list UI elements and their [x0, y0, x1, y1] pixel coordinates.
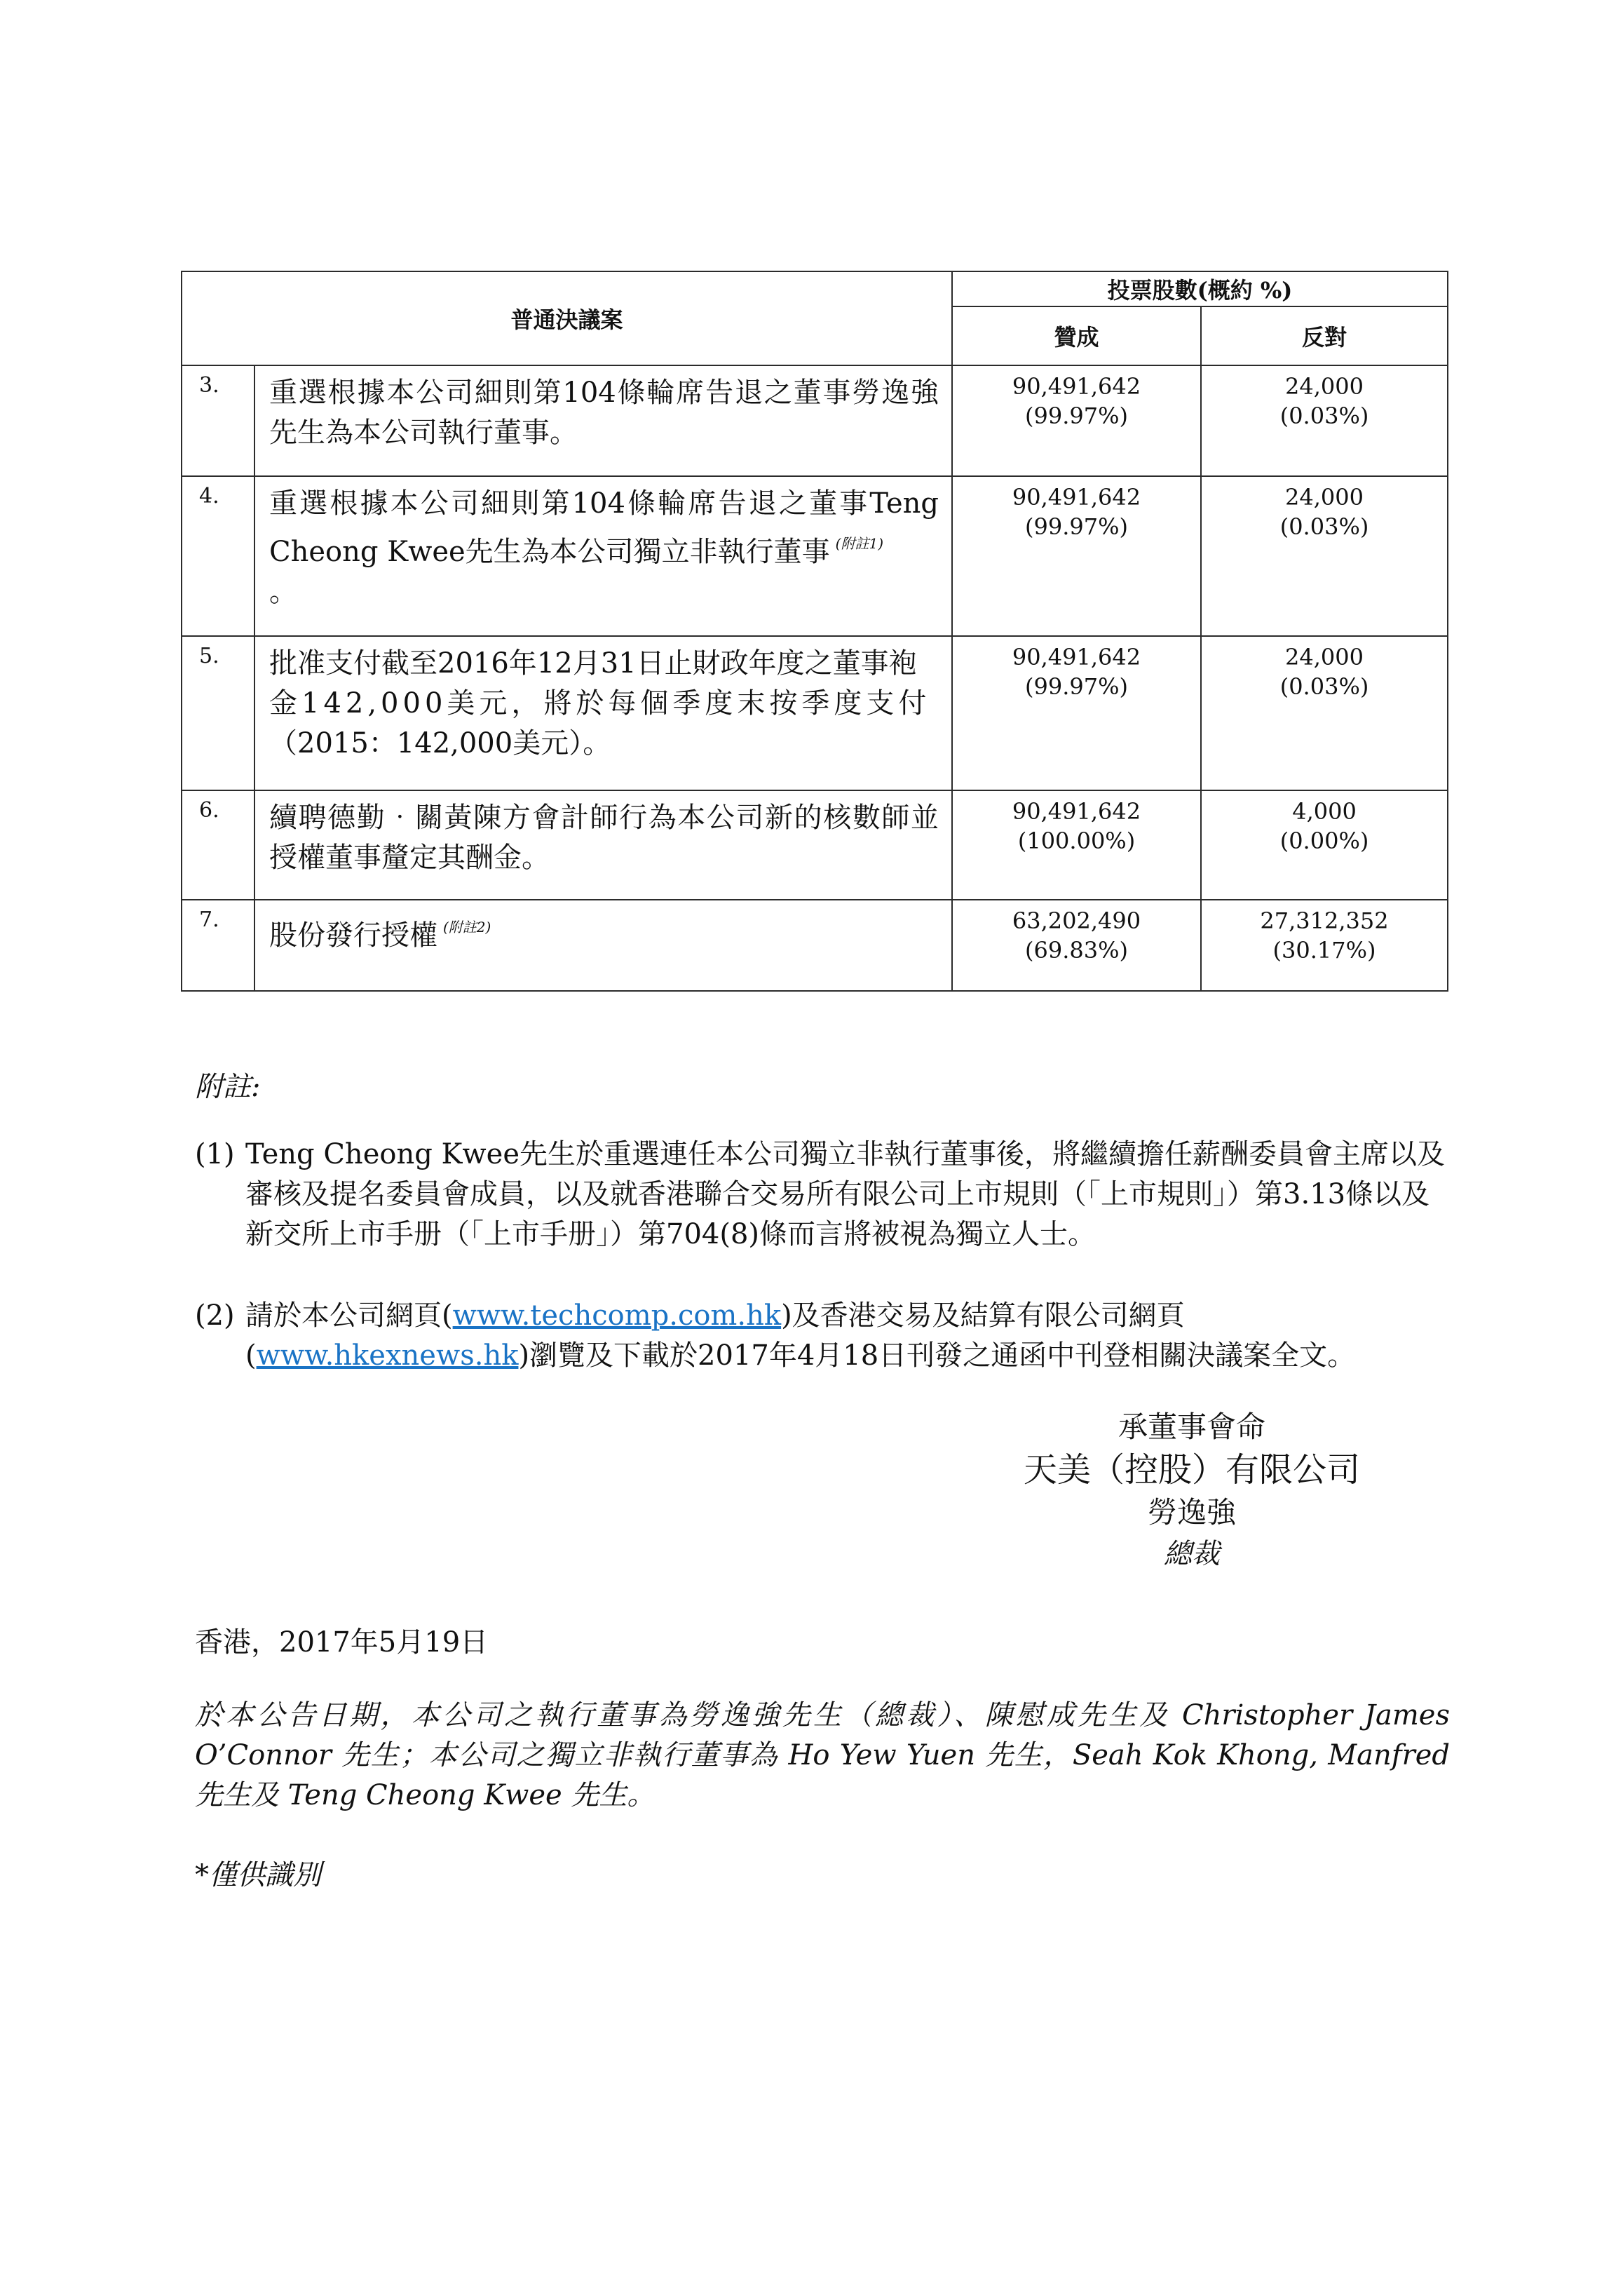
- signature-by-order: 承董事會命: [1118, 1410, 1265, 1444]
- note-2-part: )及香港交易及結算有限公司網頁(: [245, 1299, 1185, 1372]
- resolution-number: 7.: [182, 900, 254, 991]
- company-name: 天美（控股）有限公司: [1023, 1450, 1360, 1490]
- resolution-text-line: 金142,000美元，將於每個季度末按季度支付: [269, 687, 931, 720]
- header-against: 反對: [1201, 306, 1448, 365]
- note-reference: (附註2): [443, 919, 491, 936]
- table-row: [182, 790, 1448, 900]
- against-cell: [1201, 636, 1448, 790]
- techcomp-website-link[interactable]: www.techcomp.com.hk: [452, 1299, 782, 1332]
- resolution-number: 6.: [182, 790, 254, 900]
- resolution-number: 4.: [182, 476, 254, 636]
- for-cell: [952, 365, 1201, 476]
- identification-note: *僅供識別: [195, 1859, 321, 1891]
- note-reference: (附註1): [835, 535, 884, 552]
- signatory-title: 總裁: [1164, 1538, 1220, 1570]
- against-percentage: (0.03%): [1279, 513, 1369, 540]
- resolution-text-body: 重選根據本公司細則第104條輪席告退之董事Teng Cheong Kwee先生為本公司獨立非執行董事: [269, 487, 939, 568]
- resolution-text: 續聘德勤‧關黃陳方會計師行為本公司新的核數師並授權董事釐定其酬金。: [254, 790, 952, 900]
- signature-block: [897, 1406, 1486, 1574]
- announcement-date: 香港，2017年5月19日: [195, 1626, 489, 1659]
- resolution-text: [254, 900, 952, 991]
- note-2: [195, 1296, 1450, 1376]
- note-2-part: )瀏覽及下載於2017年4月18日刊發之通函中刊登相關決議案全文。: [518, 1339, 1356, 1372]
- for-percentage: (99.97%): [1025, 403, 1128, 429]
- against-votes: 27,312,352: [1260, 907, 1389, 934]
- table-row: [182, 900, 1448, 991]
- directors-statement: 於本公告日期，本公司之執行董事為勞逸強先生（總裁）、陳慰成先生及 Christopher James O’Connor 先生；本公司之獨立非執行董事為 Ho Yew Yuen 先生，Seah Kok Khong, Manfred 先生及 Teng Cheong Kwee 先生。: [195, 1699, 1450, 1811]
- resolution-number: 5.: [182, 636, 254, 790]
- against-cell: [1201, 476, 1448, 636]
- table-row: [182, 476, 1448, 636]
- resolution-text: [254, 476, 952, 636]
- table-row: [182, 636, 1448, 790]
- for-cell: [952, 636, 1201, 790]
- poll-results-table: [181, 271, 1448, 992]
- resolution-text-tail: 。: [269, 576, 297, 608]
- against-percentage: (0.03%): [1279, 673, 1369, 700]
- resolution-number: 3.: [182, 365, 254, 476]
- header-ordinary-resolutions: 普通決議案: [182, 271, 952, 365]
- note-1-marker: (1): [195, 1138, 235, 1170]
- against-percentage: (0.00%): [1279, 828, 1369, 854]
- for-percentage: (99.97%): [1025, 513, 1128, 540]
- against-votes: 4,000: [1292, 798, 1357, 825]
- resolution-text-body: 股份發行授權: [269, 919, 437, 952]
- for-votes: 90,491,642: [1012, 373, 1141, 400]
- against-votes: 24,000: [1285, 484, 1364, 511]
- header-votes-number: 投票股數(概約 %): [952, 271, 1448, 306]
- note-2-marker: (2): [195, 1299, 235, 1332]
- for-cell: [952, 900, 1201, 991]
- signatory-name: 勞逸強: [1147, 1495, 1236, 1529]
- resolution-text-line: （2015：142,000美元）。: [269, 727, 611, 759]
- note-1: [195, 1135, 1450, 1255]
- header-for: 贊成: [952, 306, 1201, 365]
- note-1-text: Teng Cheong Kwee先生於重選連任本公司獨立非執行董事後，將繼續擔任薪酬委員會主席以及審核及提名委員會成員，以及就香港聯合交易所有限公司上市規則（「上市規則」）第3.13條以及新交所上市手册（「上市手册」）第704(8)條而言將被視為獨立人士。: [245, 1138, 1445, 1250]
- for-percentage: (69.83%): [1025, 937, 1128, 964]
- table-row: [182, 365, 1448, 476]
- resolution-text: 重選根據本公司細則第104條輪席告退之董事勞逸強先生為本公司執行董事。: [254, 365, 952, 476]
- notes-heading: 附註:: [195, 1071, 261, 1103]
- against-percentage: (0.03%): [1279, 403, 1369, 429]
- for-cell: [952, 476, 1201, 636]
- against-votes: 24,000: [1285, 644, 1364, 670]
- note-2-part: 請於本公司網頁(: [245, 1299, 453, 1332]
- note-2-text: [245, 1296, 1450, 1376]
- resolution-text: [254, 636, 952, 790]
- against-cell: [1201, 900, 1448, 991]
- for-votes: 90,491,642: [1012, 484, 1141, 511]
- for-votes: 63,202,490: [1012, 907, 1141, 934]
- for-votes: 90,491,642: [1012, 644, 1141, 670]
- against-percentage: (30.17%): [1272, 937, 1376, 964]
- against-cell: [1201, 365, 1448, 476]
- against-votes: 24,000: [1285, 373, 1364, 400]
- hkexnews-website-link[interactable]: www.hkexnews.hk: [256, 1339, 519, 1372]
- for-cell: [952, 790, 1201, 900]
- for-percentage: (99.97%): [1025, 673, 1128, 700]
- for-votes: 90,491,642: [1012, 798, 1141, 825]
- against-cell: [1201, 790, 1448, 900]
- for-percentage: (100.00%): [1017, 828, 1136, 854]
- resolution-text-line: 批准支付截至2016年12月31日止財政年度之董事袍: [269, 647, 917, 680]
